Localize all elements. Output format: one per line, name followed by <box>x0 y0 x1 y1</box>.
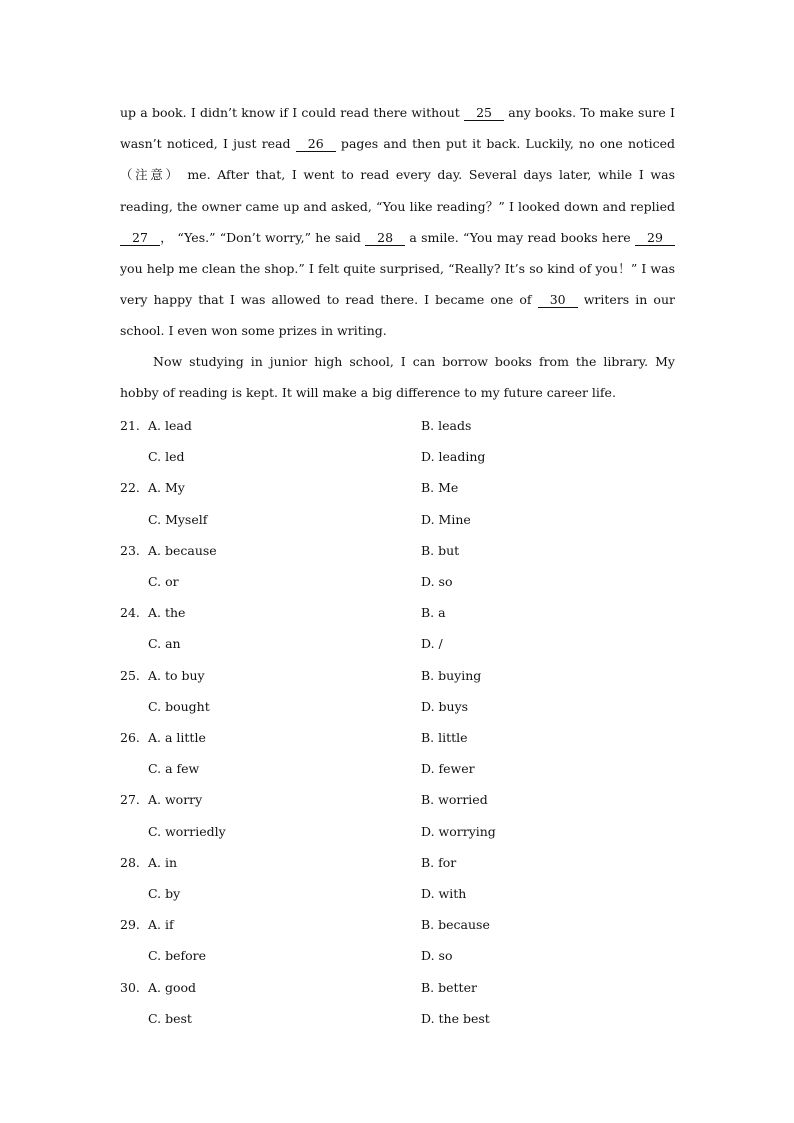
question-row <box>120 480 675 500</box>
option-c: C. led <box>148 449 185 465</box>
question-row <box>120 574 675 594</box>
answer-blank: 29 <box>635 230 675 246</box>
option-c: C. bought <box>148 698 210 714</box>
option-d: D. with <box>421 886 467 901</box>
option-d: D. worrying <box>421 823 496 839</box>
option-a: A. worry <box>148 792 203 808</box>
option-c: C. best <box>148 1010 192 1026</box>
question-number: 28. <box>120 854 140 870</box>
option-d: D. leading <box>421 449 486 465</box>
passage-text: you help me clean the shop.” I felt quite surprised, “Really? It’s so kind of you！” I was very happy that I was allowed to read there. I became one of <box>120 261 675 308</box>
question-row <box>120 699 675 719</box>
answer-blank: 25 <box>464 105 504 121</box>
option-b: B. because <box>421 917 490 933</box>
question-number: 24. <box>120 605 140 621</box>
question-row <box>120 855 675 875</box>
question-row <box>120 948 675 968</box>
option-b: B. but <box>421 542 460 558</box>
option-a: A. the <box>148 605 186 621</box>
question-row <box>120 730 675 750</box>
question-row <box>120 418 675 438</box>
option-b: B. a <box>421 605 446 621</box>
option-a: A. in <box>148 854 178 870</box>
question-number: 26. <box>120 730 140 745</box>
option-b: B. little <box>421 730 468 745</box>
answer-blank: 26 <box>296 136 336 152</box>
option-c: C. a few <box>148 761 200 777</box>
option-d: D. so <box>421 574 453 589</box>
question-number: 22. <box>120 480 140 496</box>
passage-paragraph-2: Now studying in junior high school, I can borrow books from the library. My hobby of reading is kept. It will make a big difference to my future career life. <box>120 354 675 401</box>
option-a: A. lead <box>148 418 192 433</box>
passage-text: ， “Yes.” “Don’t worry,” he said <box>160 229 366 245</box>
question-number: 25. <box>120 667 140 683</box>
question-row <box>120 824 675 844</box>
question-number: 30. <box>120 979 140 995</box>
option-d: D. so <box>421 948 453 964</box>
option-d: D. Mine <box>421 511 471 527</box>
question-row <box>120 792 675 812</box>
answer-blank: 27 <box>120 230 160 246</box>
option-a: A. if <box>148 917 174 933</box>
question-row <box>120 605 675 625</box>
question-row <box>120 980 675 1000</box>
option-b: B. worried <box>421 792 488 808</box>
question-number: 23. <box>120 542 140 558</box>
question-row <box>120 512 675 532</box>
question-row <box>120 449 675 469</box>
passage-text: a smile. “You may read books here <box>405 229 635 245</box>
option-d: D. buys <box>421 698 469 714</box>
option-d: D. / <box>421 636 443 652</box>
question-row <box>120 1011 675 1031</box>
passage-text: any books. To make sure I wasn’t noticed, I just read <box>120 105 675 152</box>
option-d: D. fewer <box>421 761 475 777</box>
answer-blank: 28 <box>365 230 405 246</box>
option-b: B. for <box>421 854 457 870</box>
passage-text: up a book. I didn’t know if I could read there without <box>120 105 465 120</box>
question-row <box>120 543 675 563</box>
option-b: B. leads <box>421 418 472 433</box>
option-c: C. Myself <box>148 511 208 527</box>
option-c: C. or <box>148 574 179 589</box>
question-row <box>120 668 675 688</box>
option-c: C. worriedly <box>148 823 226 839</box>
passage-text: pages and then put it back. Luckily, no one noticed（注意） me. After that, I went to read every day. Several days later, while I was reading, the owner came up and asked, “You like reading？” I looked down and replied <box>120 136 675 214</box>
answer-blank: 30 <box>538 292 578 308</box>
option-c: C. before <box>148 948 206 964</box>
option-b: B. buying <box>421 667 482 683</box>
question-number: 27. <box>120 792 140 808</box>
option-d: D. the best <box>421 1010 490 1026</box>
option-b: B. better <box>421 979 477 995</box>
option-a: A. because <box>148 542 217 558</box>
option-a: A. good <box>148 979 197 995</box>
passage-paragraph-1 <box>120 97 675 347</box>
option-c: C. an <box>148 636 181 652</box>
option-a: A. My <box>148 480 185 496</box>
question-row <box>120 917 675 937</box>
option-a: A. a little <box>148 730 206 745</box>
question-row <box>120 761 675 781</box>
question-row <box>120 886 675 906</box>
option-b: B. Me <box>421 480 459 496</box>
question-row <box>120 636 675 656</box>
option-c: C. by <box>148 886 181 901</box>
option-a: A. to buy <box>148 667 205 683</box>
question-number: 21. <box>120 418 140 433</box>
question-number: 29. <box>120 917 140 933</box>
passage-text: writers in our school. I even won some prizes in writing. <box>120 292 675 339</box>
